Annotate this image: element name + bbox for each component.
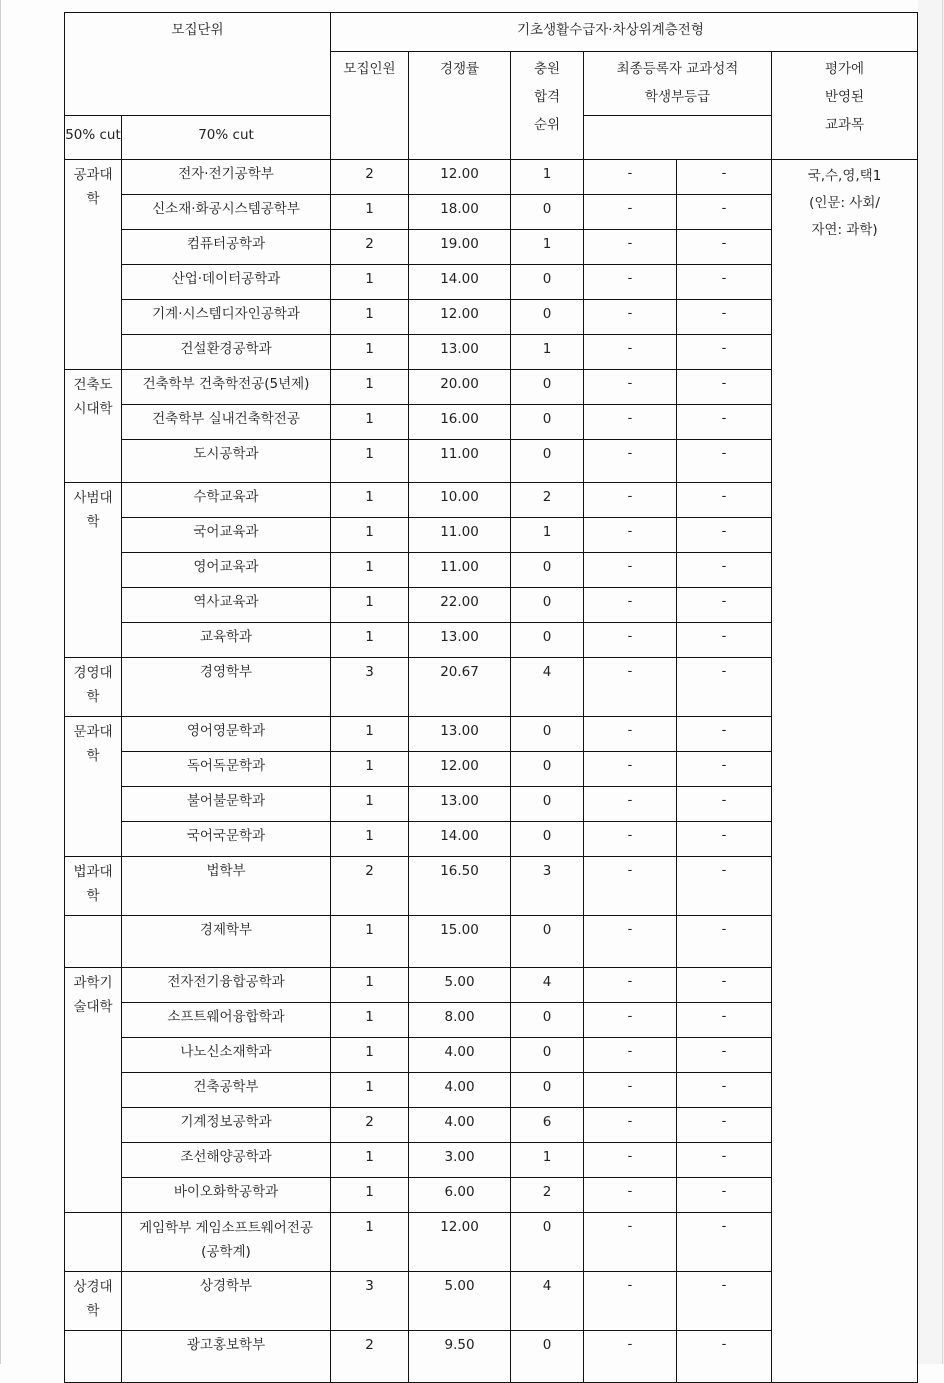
college-cell (65, 717, 122, 857)
competition-rate-cell: 14.00 (409, 822, 511, 857)
competition-rate-cell: 6.00 (409, 1178, 511, 1213)
department-cell: 독어독문학과 (122, 752, 331, 787)
header-recruit-count: 모집인원 (331, 52, 409, 160)
cut-50-cell: - (584, 1272, 677, 1331)
cut-50-cell: - (584, 1038, 677, 1073)
header-cut-50: 50% cut (65, 116, 122, 160)
competition-rate-cell: 15.00 (409, 916, 511, 968)
cut-50-cell: - (584, 1003, 677, 1038)
waitlist-rank-cell: 0 (511, 265, 584, 300)
competition-rate-cell: 11.00 (409, 440, 511, 483)
college-name-line: 상경대 (73, 1279, 113, 1295)
competition-rate-cell: 5.00 (409, 1272, 511, 1331)
competition-rate-cell: 4.00 (409, 1038, 511, 1073)
competition-rate-cell: 11.00 (409, 518, 511, 553)
recruit-count-cell: 1 (331, 440, 409, 483)
college-name-line: 학 (86, 191, 100, 207)
header-competition-rate: 경쟁률 (409, 52, 511, 160)
department-cell: 산업·데이터공학과 (122, 265, 331, 300)
subjects-note-line: 자연: 과학) (811, 222, 878, 238)
cut-50-cell: - (584, 968, 677, 1003)
recruit-count-cell: 1 (331, 1073, 409, 1108)
cut-70-cell: - (677, 1003, 772, 1038)
department-cell: 법학부 (122, 857, 331, 916)
waitlist-rank-cell: 0 (511, 1038, 584, 1073)
recruit-count-cell: 2 (331, 230, 409, 265)
waitlist-rank-cell: 1 (511, 518, 584, 553)
competition-rate-cell: 12.00 (409, 300, 511, 335)
waitlist-rank-cell: 0 (511, 1003, 584, 1038)
cut-70-cell: - (677, 300, 772, 335)
recruit-count-cell: 1 (331, 787, 409, 822)
header-cut-70: 70% cut (122, 116, 331, 160)
competition-rate-cell: 12.00 (409, 752, 511, 787)
department-cell: 교육학과 (122, 623, 331, 658)
cut-50-cell: - (584, 787, 677, 822)
recruit-count-cell: 1 (331, 1178, 409, 1213)
college-name-line: 법과대 (73, 864, 113, 880)
recruit-count-cell: 1 (331, 265, 409, 300)
cut-70-cell: - (677, 658, 772, 717)
cut-70-cell: - (677, 717, 772, 752)
recruit-count-cell: 1 (331, 916, 409, 968)
header-track: 기초생활수급자·차상위계층전형 (331, 13, 918, 52)
waitlist-rank-cell: 0 (511, 370, 584, 405)
cut-50-cell: - (584, 717, 677, 752)
competition-rate-cell: 20.00 (409, 370, 511, 405)
waitlist-rank-cell: 3 (511, 857, 584, 916)
cut-50-cell: - (584, 553, 677, 588)
waitlist-rank-cell: 0 (511, 717, 584, 752)
college-name-line: 과학기 (73, 975, 113, 991)
department-cell: 영어교육과 (122, 553, 331, 588)
college-name-line: 학 (86, 689, 100, 705)
cut-70-cell: - (677, 1272, 772, 1331)
college-cell (65, 968, 122, 1213)
department-cell: 건축학부 건축학전공(5년제) (122, 370, 331, 405)
competition-rate-cell: 10.00 (409, 483, 511, 518)
competition-rate-cell: 8.00 (409, 1003, 511, 1038)
college-cell (65, 1331, 122, 1383)
waitlist-rank-cell: 0 (511, 752, 584, 787)
header-subjects (772, 52, 918, 160)
cut-70-cell: - (677, 405, 772, 440)
recruit-count-cell: 1 (331, 968, 409, 1003)
department-cell: 전자·전기공학부 (122, 160, 331, 195)
waitlist-rank-cell: 4 (511, 658, 584, 717)
recruit-count-cell: 1 (331, 335, 409, 370)
cut-70-cell: - (677, 483, 772, 518)
header-unit: 모집단위 (65, 13, 331, 116)
department-cell: 기계정보공학과 (122, 1108, 331, 1143)
waitlist-rank-cell: 0 (511, 405, 584, 440)
cut-50-cell: - (584, 588, 677, 623)
cut-50-cell: - (584, 822, 677, 857)
college-cell (65, 916, 122, 968)
department-cell: 기계·시스템디자인공학과 (122, 300, 331, 335)
recruit-count-cell: 2 (331, 1108, 409, 1143)
college-name-line: 건축도 (73, 377, 113, 393)
cut-50-cell: - (584, 1178, 677, 1213)
department-cell: 바이오화학공학과 (122, 1178, 331, 1213)
competition-rate-cell: 3.00 (409, 1143, 511, 1178)
recruit-count-cell: 1 (331, 752, 409, 787)
waitlist-rank-cell: 0 (511, 195, 584, 230)
department-cell: 국어교육과 (122, 518, 331, 553)
college-cell (65, 160, 122, 370)
cut-70-cell: - (677, 1178, 772, 1213)
header-subjects-line2: 반영된 (824, 89, 865, 105)
cut-50-cell: - (584, 265, 677, 300)
competition-rate-cell: 22.00 (409, 588, 511, 623)
cut-50-cell: - (584, 1331, 677, 1383)
department-cell: 건설환경공학과 (122, 335, 331, 370)
waitlist-rank-cell: 0 (511, 787, 584, 822)
cut-50-cell: - (584, 160, 677, 195)
department-cell: 광고홍보학부 (122, 1331, 331, 1383)
waitlist-rank-cell: 1 (511, 335, 584, 370)
cut-50-cell: - (584, 1143, 677, 1178)
competition-rate-cell: 18.00 (409, 195, 511, 230)
college-cell (65, 857, 122, 916)
waitlist-rank-cell: 2 (511, 483, 584, 518)
college-name-line: 학 (86, 1303, 100, 1319)
cut-70-cell: - (677, 230, 772, 265)
table-body (65, 160, 918, 1383)
competition-rate-cell: 4.00 (409, 1073, 511, 1108)
college-name-line: 학 (86, 748, 100, 764)
competition-rate-cell: 12.00 (409, 160, 511, 195)
cut-50-cell: - (584, 1213, 677, 1272)
recruit-count-cell: 1 (331, 1003, 409, 1038)
competition-rate-cell: 13.00 (409, 335, 511, 370)
competition-rate-cell: 9.50 (409, 1331, 511, 1383)
college-name-line: 경영대 (73, 665, 113, 681)
waitlist-rank-cell: 0 (511, 916, 584, 968)
header-final-grade-line1: 최종등록자 교과성적 (616, 61, 739, 77)
department-cell: 도시공학과 (122, 440, 331, 483)
cut-70-cell: - (677, 335, 772, 370)
waitlist-rank-cell: 0 (511, 440, 584, 483)
cut-70-cell: - (677, 518, 772, 553)
competition-rate-cell: 12.00 (409, 1213, 511, 1272)
cut-70-cell: - (677, 440, 772, 483)
college-cell (65, 370, 122, 483)
department-name-line: (공학계) (201, 1244, 251, 1260)
waitlist-rank-cell: 0 (511, 300, 584, 335)
department-cell (122, 1213, 331, 1272)
department-cell: 신소재·화공시스템공학부 (122, 195, 331, 230)
college-name-line: 술대학 (73, 999, 113, 1015)
cut-70-cell: - (677, 1213, 772, 1272)
college-cell (65, 1213, 122, 1272)
cut-50-cell: - (584, 195, 677, 230)
recruit-count-cell: 1 (331, 1143, 409, 1178)
college-name-line (65, 1334, 121, 1358)
recruit-count-cell: 3 (331, 1272, 409, 1331)
scrollbar-edge (942, 0, 943, 1364)
competition-rate-cell: 19.00 (409, 230, 511, 265)
department-cell: 불어불문학과 (122, 787, 331, 822)
department-cell: 컴퓨터공학과 (122, 230, 331, 265)
cut-50-cell: - (584, 1073, 677, 1108)
cut-50-cell: - (584, 658, 677, 717)
recruit-count-cell: 1 (331, 370, 409, 405)
table-header (65, 13, 918, 160)
cut-70-cell: - (677, 752, 772, 787)
cut-50-cell: - (584, 916, 677, 968)
cut-70-cell: - (677, 822, 772, 857)
cut-70-cell: - (677, 1143, 772, 1178)
department-cell: 국어국문학과 (122, 822, 331, 857)
college-name-line: 사범대 (73, 490, 113, 506)
recruit-count-cell: 2 (331, 1331, 409, 1383)
cut-50-cell: - (584, 440, 677, 483)
cut-70-cell: - (677, 265, 772, 300)
competition-rate-cell: 5.00 (409, 968, 511, 1003)
cut-70-cell: - (677, 787, 772, 822)
competition-rate-cell: 14.00 (409, 265, 511, 300)
competition-rate-cell: 11.00 (409, 553, 511, 588)
admission-results-table (64, 12, 918, 1383)
college-cell (65, 1272, 122, 1331)
college-name-line: 학 (86, 888, 100, 904)
cut-50-cell: - (584, 752, 677, 787)
cut-70-cell: - (677, 1038, 772, 1073)
header-waitlist-rank-line2: 합격 (533, 89, 561, 105)
header-final-grade (584, 52, 772, 116)
header-subjects-line1: 평가에 (824, 61, 865, 77)
waitlist-rank-cell: 0 (511, 588, 584, 623)
recruit-count-cell: 1 (331, 300, 409, 335)
waitlist-rank-cell: 1 (511, 160, 584, 195)
competition-rate-cell: 16.00 (409, 405, 511, 440)
cut-50-cell: - (584, 335, 677, 370)
college-name-line: 시대학 (73, 401, 113, 417)
cut-50-cell: - (584, 623, 677, 658)
department-cell: 건축학부 실내건축학전공 (122, 405, 331, 440)
waitlist-rank-cell: 1 (511, 230, 584, 265)
cut-50-cell: - (584, 518, 677, 553)
cut-70-cell: - (677, 968, 772, 1003)
header-subjects-line3: 교과목 (824, 117, 865, 133)
cut-70-cell: - (677, 160, 772, 195)
college-name-line (65, 1216, 121, 1240)
department-cell: 상경학부 (122, 1272, 331, 1331)
waitlist-rank-cell: 0 (511, 1331, 584, 1383)
recruit-count-cell: 1 (331, 483, 409, 518)
header-waitlist-rank-line3: 순위 (533, 117, 561, 133)
cut-50-cell: - (584, 405, 677, 440)
waitlist-rank-cell: 1 (511, 1143, 584, 1178)
subjects-cell (772, 160, 918, 1383)
recruit-count-cell: 1 (331, 518, 409, 553)
cut-70-cell: - (677, 623, 772, 658)
waitlist-rank-cell: 4 (511, 1272, 584, 1331)
cut-70-cell: - (677, 916, 772, 968)
recruit-count-cell: 1 (331, 822, 409, 857)
cut-70-cell: - (677, 195, 772, 230)
recruit-count-cell: 3 (331, 658, 409, 717)
recruit-count-cell: 1 (331, 588, 409, 623)
waitlist-rank-cell: 2 (511, 1178, 584, 1213)
department-cell: 영어영문학과 (122, 717, 331, 752)
department-name-line: 게임학부 게임소프트웨어전공 (139, 1220, 313, 1236)
college-name-line: 공과대 (73, 167, 113, 183)
competition-rate-cell: 13.00 (409, 717, 511, 752)
recruit-count-cell: 1 (331, 405, 409, 440)
department-cell: 수학교육과 (122, 483, 331, 518)
department-cell: 나노신소재학과 (122, 1038, 331, 1073)
cut-50-cell: - (584, 370, 677, 405)
department-cell: 경영학부 (122, 658, 331, 717)
department-cell: 소프트웨어융합학과 (122, 1003, 331, 1038)
cut-70-cell: - (677, 1073, 772, 1108)
college-name-line (65, 919, 121, 943)
cut-50-cell: - (584, 300, 677, 335)
waitlist-rank-cell: 0 (511, 623, 584, 658)
cut-70-cell: - (677, 588, 772, 623)
waitlist-rank-cell: 4 (511, 968, 584, 1003)
waitlist-rank-cell: 0 (511, 1073, 584, 1108)
header-waitlist-rank-line1: 충원 (533, 61, 561, 77)
recruit-count-cell: 1 (331, 195, 409, 230)
competition-rate-cell: 16.50 (409, 857, 511, 916)
header-final-grade-line2: 학생부등급 (644, 89, 711, 105)
recruit-count-cell: 1 (331, 1213, 409, 1272)
waitlist-rank-cell: 0 (511, 1213, 584, 1272)
department-cell: 경제학부 (122, 916, 331, 968)
department-cell: 건축공학부 (122, 1073, 331, 1108)
table-row (65, 160, 918, 195)
recruit-count-cell: 1 (331, 1038, 409, 1073)
waitlist-rank-cell: 0 (511, 553, 584, 588)
college-name-line (65, 1358, 121, 1382)
competition-rate-cell: 20.67 (409, 658, 511, 717)
cut-50-cell: - (584, 483, 677, 518)
waitlist-rank-cell: 0 (511, 822, 584, 857)
cut-50-cell: - (584, 230, 677, 265)
waitlist-rank-cell: 6 (511, 1108, 584, 1143)
recruit-count-cell: 1 (331, 717, 409, 752)
competition-rate-cell: 4.00 (409, 1108, 511, 1143)
college-name-line: 문과대 (73, 724, 113, 740)
recruit-count-cell: 2 (331, 857, 409, 916)
cut-50-cell: - (584, 857, 677, 916)
college-cell (65, 483, 122, 658)
college-name-line (65, 943, 121, 967)
college-name-line: 학 (86, 514, 100, 530)
cut-70-cell: - (677, 370, 772, 405)
cut-70-cell: - (677, 1331, 772, 1383)
college-name-line (65, 1240, 121, 1264)
competition-rate-cell: 13.00 (409, 787, 511, 822)
recruit-count-cell: 1 (331, 553, 409, 588)
cut-70-cell: - (677, 553, 772, 588)
scrollbar-track[interactable] (918, 0, 944, 1364)
cut-50-cell: - (584, 1108, 677, 1143)
recruit-count-cell: 2 (331, 160, 409, 195)
recruit-count-cell: 1 (331, 623, 409, 658)
header-waitlist-rank (511, 52, 584, 160)
department-cell: 역사교육과 (122, 588, 331, 623)
subjects-note-line: (인문: 사회/ (809, 195, 880, 211)
college-cell (65, 658, 122, 717)
cut-70-cell: - (677, 857, 772, 916)
competition-rate-cell: 13.00 (409, 623, 511, 658)
subjects-note-line: 국,수,영,택1 (807, 168, 882, 184)
department-cell: 조선해양공학과 (122, 1143, 331, 1178)
department-cell: 전자전기융합공학과 (122, 968, 331, 1003)
cut-70-cell: - (677, 1108, 772, 1143)
